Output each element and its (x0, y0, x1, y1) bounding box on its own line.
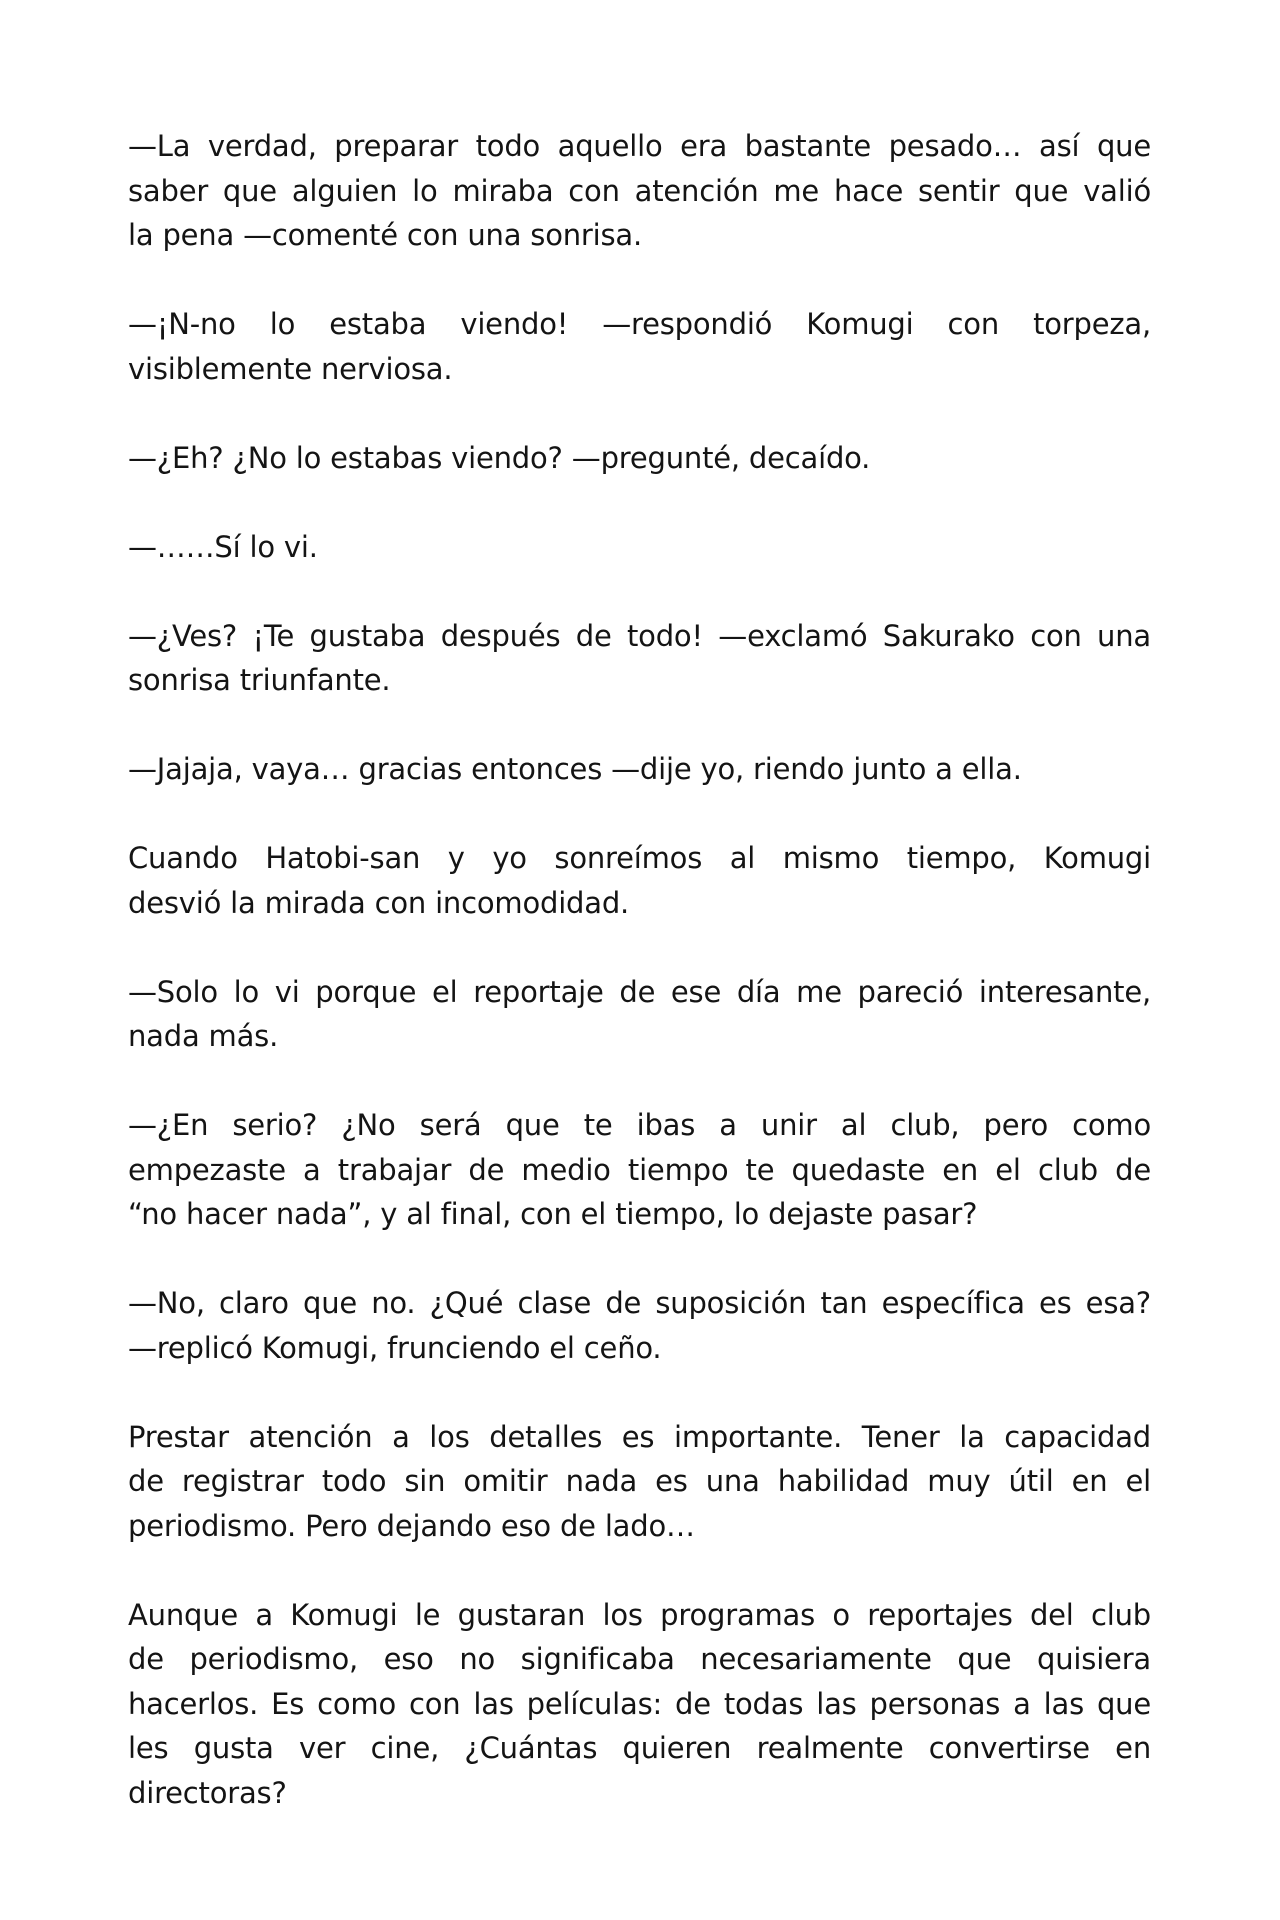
text-line: Cuando Hatobi-san y yo sonreímos al mismo tiempo, Komugi (128, 841, 1151, 875)
text-line: —La verdad, preparar todo aquello era bastante pesado… así que (128, 129, 1151, 163)
paragraph-11 (128, 1415, 1151, 1549)
paragraph-4 (128, 525, 1151, 570)
text-line: Aunque a Komugi le gustaran los programas o reportajes del club (128, 1597, 1151, 1632)
text-line: hacerlos. Es como con las películas: de todas las personas a las que (128, 1686, 1151, 1721)
paragraph-6 (128, 747, 1151, 792)
text-line: Prestar atención a los detalles es importante. Tener la capacidad (128, 1419, 1151, 1454)
text-line: “no hacer nada”, y al final, con el tiempo, lo dejaste pasar? (128, 1197, 978, 1231)
document-page (128, 124, 1151, 1860)
paragraph-5 (128, 614, 1151, 703)
text-line: —replicó Komugi, frunciendo el ceño. (128, 1330, 662, 1365)
text-line: —……Sí lo vi. (128, 529, 318, 564)
paragraph-8 (128, 970, 1151, 1059)
paragraph-9 (128, 1103, 1151, 1237)
paragraph-7 (128, 836, 1151, 925)
text-line: —Jajaja, vaya… gracias entonces —dije yo, riendo junto a ella. (128, 752, 1022, 786)
paragraph-3 (128, 436, 1151, 481)
text-line: —No, claro que no. ¿Qué clase de suposición tan específica es esa? (128, 1286, 1151, 1320)
text-line: —¿En serio? ¿No será que te ibas a unir al club, pero como (128, 1108, 1151, 1142)
text-line: la pena —comenté con una sonrisa. (128, 218, 642, 252)
text-line: de periodismo, eso no significaba necesariamente que quisiera (128, 1642, 1151, 1676)
text-line: de registrar todo sin omitir nada es una habilidad muy útil en el (128, 1464, 1151, 1498)
paragraph-12 (128, 1593, 1151, 1816)
text-line: empezaste a trabajar de medio tiempo te quedaste en el club de (128, 1152, 1151, 1187)
text-line: periodismo. Pero dejando eso de lado… (128, 1508, 695, 1543)
text-line: —¡N-no lo estaba viendo! —respondió Komugi con torpeza, (128, 307, 1151, 341)
text-line: —¿Eh? ¿No lo estabas viendo? —pregunté, decaído. (128, 440, 871, 475)
paragraph-2 (128, 302, 1151, 391)
text-line: directoras? (128, 1775, 287, 1810)
text-line: les gusta ver cine, ¿Cuántas quieren realmente convertirse en (128, 1731, 1151, 1765)
text-line: —¿Ves? ¡Te gustaba después de todo! —exclamó Sakurako con una (128, 618, 1151, 653)
text-line: desvió la mirada con incomodidad. (128, 885, 630, 920)
text-line: sonrisa triunfante. (128, 663, 391, 697)
paragraph-1 (128, 124, 1151, 258)
text-line: saber que alguien lo miraba con atención me hace sentir que valió (128, 173, 1151, 208)
paragraph-10 (128, 1281, 1151, 1370)
text-line: nada más. (128, 1019, 279, 1053)
text-line: visiblemente nerviosa. (128, 351, 453, 386)
text-line: —Solo lo vi porque el reportaje de ese día me pareció interesante, (128, 974, 1151, 1009)
